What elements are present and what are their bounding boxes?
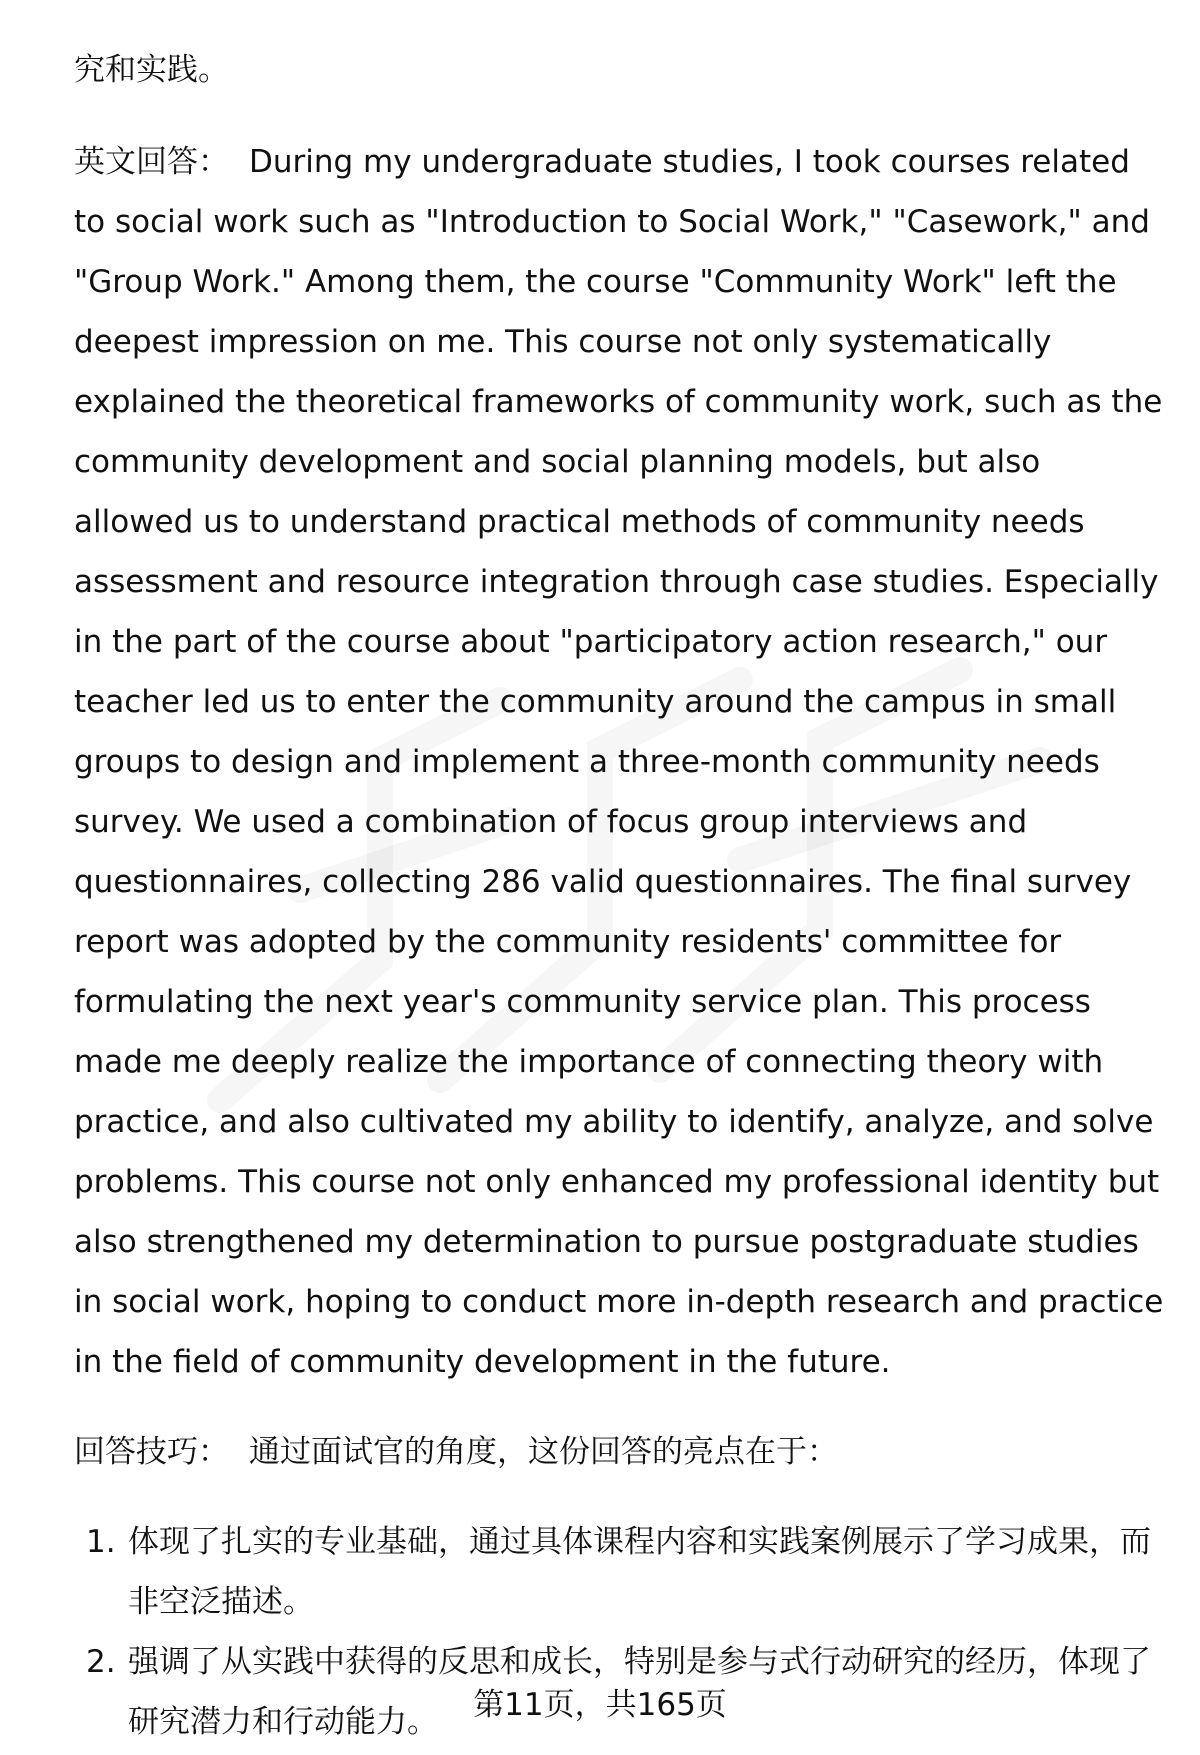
list-item-number: 2. — [86, 1644, 116, 1680]
tips-paragraph — [74, 1422, 1164, 1482]
continuation-paragraph: 究和实践。 — [74, 52, 229, 88]
list-item-text: 强调了从实践中获得的反思和成长，特别是参与式行动研究的经历，体现了研究潜力和行动能力。 — [128, 1644, 1151, 1740]
english-answer-text: During my undergraduate studies, I took courses related to social work such as "Introduction to Social Work," "Casework," and "Group Work." Among them, the course "Community Work" left the deepest impression on me. This course not only systematically explained the theoretical frameworks of community work, such as the community development and social planning models, but also allowed us to understand practical methods of community needs assessment and resource integration through case studies. Especially in the part of the course about "participatory action research," our teacher led us to enter the community around the campus in small groups to design and implement a three-month community needs survey. We used a combination of focus group interviews and questionnaires, collecting 286 valid questionnaires. The final survey report was adopted by the community residents' committee for formulating the next year's community service plan. This process made me deeply realize the importance of connecting theory with practice, and also cultivated my ability to identify, analyze, and solve problems. This course not only enhanced my professional identity but also strengthened my determination to pursue postgraduate studies in social work, hoping to conduct more in-depth research and practice in the field of community development in the future. — [74, 144, 1164, 1380]
list-item — [74, 1512, 1164, 1632]
tips-label: 回答技巧： — [74, 1434, 229, 1470]
document-page — [74, 40, 1164, 1752]
tips-intro: 通过面试官的角度，这份回答的亮点在于： — [249, 1434, 838, 1470]
list-item-number: 1. — [86, 1524, 116, 1560]
list-item-text: 体现了扎实的专业基础，通过具体课程内容和实践案例展示了学习成果，而非空泛描述。 — [128, 1524, 1151, 1620]
page-footer: 第11页，共165页 — [473, 1687, 727, 1723]
english-answer-paragraph — [74, 132, 1164, 1392]
english-answer-label: 英文回答： — [74, 144, 229, 180]
